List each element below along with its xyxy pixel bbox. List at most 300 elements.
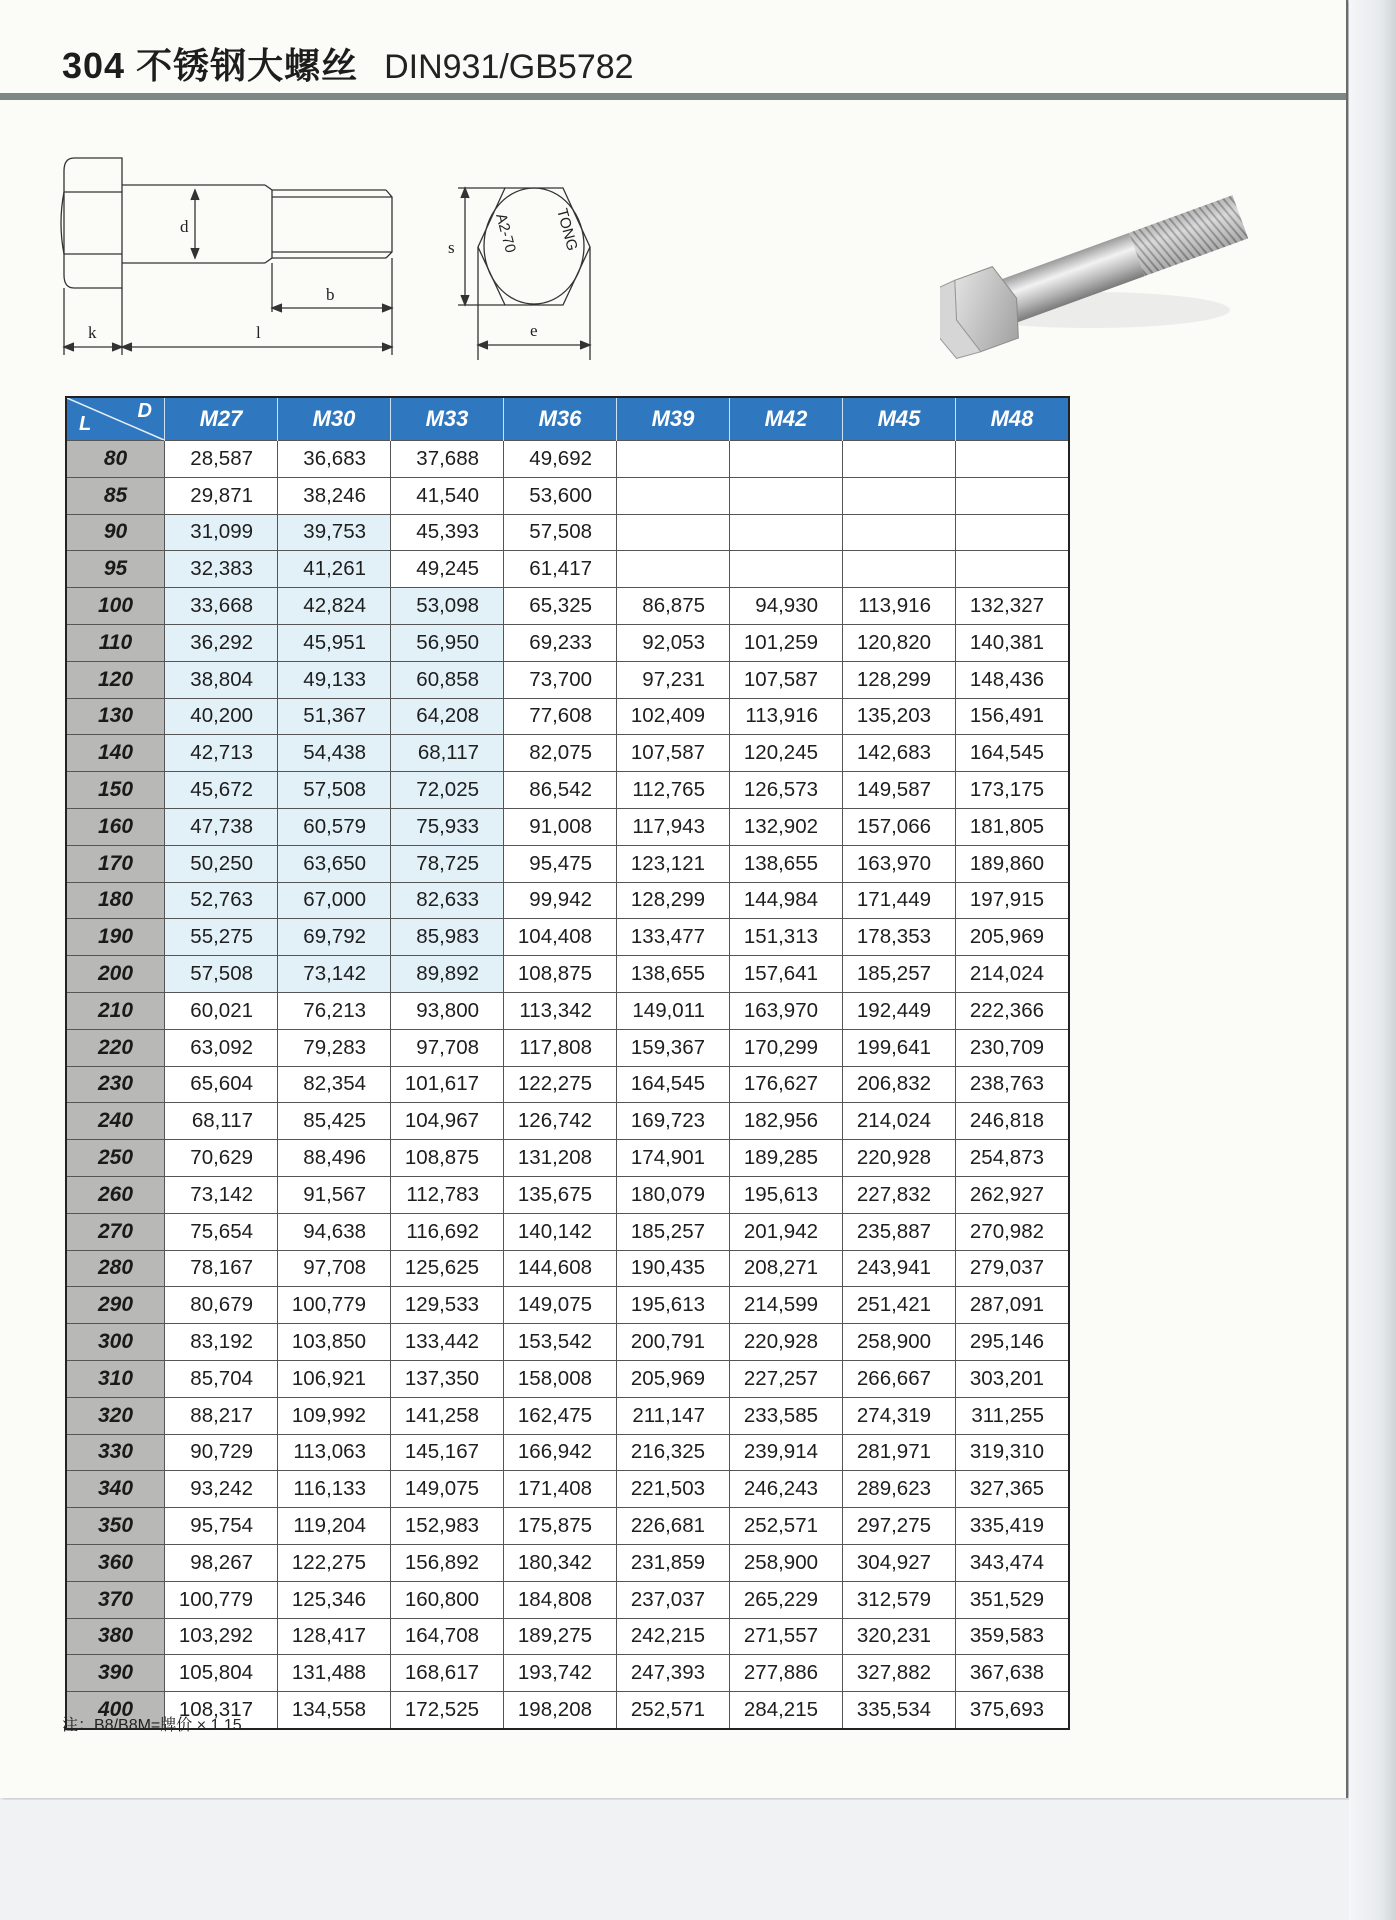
price-cell: 226,681 bbox=[617, 1508, 730, 1545]
price-cell: 221,503 bbox=[617, 1471, 730, 1508]
price-cell bbox=[617, 477, 730, 514]
price-cell: 61,417 bbox=[504, 551, 617, 588]
column-header-m36: M36 bbox=[504, 397, 617, 441]
price-cell: 57,508 bbox=[278, 772, 391, 809]
length-cell: 210 bbox=[66, 992, 165, 1029]
svg-text:l: l bbox=[256, 323, 261, 342]
table-row bbox=[66, 882, 1069, 919]
price-cell: 100,779 bbox=[278, 1287, 391, 1324]
price-cell: 181,805 bbox=[956, 808, 1070, 845]
length-cell: 400 bbox=[66, 1692, 165, 1729]
price-cell: 138,655 bbox=[617, 956, 730, 993]
price-cell: 91,008 bbox=[504, 808, 617, 845]
price-cell: 227,832 bbox=[843, 1176, 956, 1213]
price-cell: 63,650 bbox=[278, 845, 391, 882]
price-cell: 126,573 bbox=[730, 772, 843, 809]
price-cell: 243,941 bbox=[843, 1250, 956, 1287]
price-cell: 185,257 bbox=[843, 956, 956, 993]
price-cell: 133,477 bbox=[617, 919, 730, 956]
length-cell: 390 bbox=[66, 1655, 165, 1692]
price-cell bbox=[730, 477, 843, 514]
price-cell: 271,557 bbox=[730, 1618, 843, 1655]
price-cell: 297,275 bbox=[843, 1508, 956, 1545]
price-cell: 28,587 bbox=[165, 441, 278, 478]
length-cell: 310 bbox=[66, 1360, 165, 1397]
corner-header bbox=[66, 397, 165, 441]
price-cell: 251,421 bbox=[843, 1287, 956, 1324]
price-cell: 254,873 bbox=[956, 1140, 1070, 1177]
price-cell: 101,617 bbox=[391, 1066, 504, 1103]
table-row bbox=[66, 1140, 1069, 1177]
price-cell: 233,585 bbox=[730, 1397, 843, 1434]
price-cell: 109,992 bbox=[278, 1397, 391, 1434]
price-cell: 45,393 bbox=[391, 514, 504, 551]
price-cell: 214,024 bbox=[843, 1103, 956, 1140]
price-cell: 112,765 bbox=[617, 772, 730, 809]
price-cell: 72,025 bbox=[391, 772, 504, 809]
svg-text:k: k bbox=[88, 323, 97, 342]
price-cell: 113,916 bbox=[730, 698, 843, 735]
product-title: 304 不锈钢大螺丝 bbox=[62, 45, 359, 86]
price-table-body bbox=[66, 441, 1069, 1729]
column-header-m45: M45 bbox=[843, 397, 956, 441]
price-cell: 164,708 bbox=[391, 1618, 504, 1655]
length-cell: 95 bbox=[66, 551, 165, 588]
price-cell: 222,366 bbox=[956, 992, 1070, 1029]
price-cell: 77,608 bbox=[504, 698, 617, 735]
length-cell: 200 bbox=[66, 956, 165, 993]
price-cell: 56,950 bbox=[391, 624, 504, 661]
price-cell: 67,000 bbox=[278, 882, 391, 919]
price-cell: 238,763 bbox=[956, 1066, 1070, 1103]
price-cell: 101,259 bbox=[730, 624, 843, 661]
length-cell: 300 bbox=[66, 1324, 165, 1361]
price-cell: 98,267 bbox=[165, 1544, 278, 1581]
length-cell: 190 bbox=[66, 919, 165, 956]
price-cell: 97,231 bbox=[617, 661, 730, 698]
price-cell: 135,203 bbox=[843, 698, 956, 735]
price-cell: 182,956 bbox=[730, 1103, 843, 1140]
price-cell: 50,250 bbox=[165, 845, 278, 882]
price-cell: 49,133 bbox=[278, 661, 391, 698]
price-cell: 252,571 bbox=[730, 1508, 843, 1545]
price-cell: 86,875 bbox=[617, 588, 730, 625]
price-cell: 279,037 bbox=[956, 1250, 1070, 1287]
price-cell: 138,655 bbox=[730, 845, 843, 882]
length-cell: 230 bbox=[66, 1066, 165, 1103]
price-cell: 89,892 bbox=[391, 956, 504, 993]
price-cell: 211,147 bbox=[617, 1397, 730, 1434]
price-cell: 85,425 bbox=[278, 1103, 391, 1140]
table-header-row bbox=[66, 397, 1069, 441]
price-cell: 57,508 bbox=[504, 514, 617, 551]
price-cell: 95,754 bbox=[165, 1508, 278, 1545]
price-cell: 78,725 bbox=[391, 845, 504, 882]
price-cell: 375,693 bbox=[956, 1692, 1070, 1729]
price-cell: 351,529 bbox=[956, 1581, 1070, 1618]
price-cell: 45,672 bbox=[165, 772, 278, 809]
price-cell: 193,742 bbox=[504, 1655, 617, 1692]
table-row bbox=[66, 1324, 1069, 1361]
length-cell: 240 bbox=[66, 1103, 165, 1140]
table-row bbox=[66, 551, 1069, 588]
table-row bbox=[66, 919, 1069, 956]
length-cell: 350 bbox=[66, 1508, 165, 1545]
price-cell: 320,231 bbox=[843, 1618, 956, 1655]
price-cell: 53,600 bbox=[504, 477, 617, 514]
price-cell: 367,638 bbox=[956, 1655, 1070, 1692]
table-row bbox=[66, 735, 1069, 772]
price-cell: 88,217 bbox=[165, 1397, 278, 1434]
price-cell: 195,613 bbox=[730, 1176, 843, 1213]
price-cell: 319,310 bbox=[956, 1434, 1070, 1471]
price-cell: 112,783 bbox=[391, 1176, 504, 1213]
price-cell: 95,475 bbox=[504, 845, 617, 882]
price-cell: 142,683 bbox=[843, 735, 956, 772]
price-cell: 94,638 bbox=[278, 1213, 391, 1250]
length-cell: 320 bbox=[66, 1397, 165, 1434]
price-cell: 99,942 bbox=[504, 882, 617, 919]
price-cell: 100,779 bbox=[165, 1581, 278, 1618]
price-cell: 128,299 bbox=[617, 882, 730, 919]
brand-marking: TONG bbox=[553, 206, 581, 253]
length-cell: 180 bbox=[66, 882, 165, 919]
price-cell: 168,617 bbox=[391, 1655, 504, 1692]
length-cell: 370 bbox=[66, 1581, 165, 1618]
price-cell: 199,641 bbox=[843, 1029, 956, 1066]
price-cell: 189,285 bbox=[730, 1140, 843, 1177]
table-row bbox=[66, 1176, 1069, 1213]
length-cell: 90 bbox=[66, 514, 165, 551]
column-header-m48: M48 bbox=[956, 397, 1070, 441]
price-cell: 284,215 bbox=[730, 1692, 843, 1729]
price-cell bbox=[730, 514, 843, 551]
price-cell: 65,325 bbox=[504, 588, 617, 625]
price-cell: 149,587 bbox=[843, 772, 956, 809]
price-cell: 65,604 bbox=[165, 1066, 278, 1103]
price-cell: 214,599 bbox=[730, 1287, 843, 1324]
table-row bbox=[66, 1360, 1069, 1397]
price-cell: 176,627 bbox=[730, 1066, 843, 1103]
price-cell: 258,900 bbox=[730, 1544, 843, 1581]
price-cell: 105,804 bbox=[165, 1655, 278, 1692]
price-cell: 197,915 bbox=[956, 882, 1070, 919]
price-cell bbox=[956, 551, 1070, 588]
price-cell: 149,075 bbox=[391, 1471, 504, 1508]
length-cell: 330 bbox=[66, 1434, 165, 1471]
price-cell: 125,625 bbox=[391, 1250, 504, 1287]
price-cell: 205,969 bbox=[956, 919, 1070, 956]
table-row bbox=[66, 992, 1069, 1029]
price-cell: 73,700 bbox=[504, 661, 617, 698]
price-cell: 104,408 bbox=[504, 919, 617, 956]
price-cell: 117,808 bbox=[504, 1029, 617, 1066]
price-cell bbox=[843, 441, 956, 478]
price-cell: 90,729 bbox=[165, 1434, 278, 1471]
price-cell: 54,438 bbox=[278, 735, 391, 772]
price-cell: 231,859 bbox=[617, 1544, 730, 1581]
price-cell: 107,587 bbox=[617, 735, 730, 772]
length-cell: 290 bbox=[66, 1287, 165, 1324]
price-cell: 192,449 bbox=[843, 992, 956, 1029]
price-cell: 113,063 bbox=[278, 1434, 391, 1471]
price-cell: 265,229 bbox=[730, 1581, 843, 1618]
price-cell: 170,299 bbox=[730, 1029, 843, 1066]
bolt-product-photo bbox=[940, 160, 1260, 360]
price-cell: 120,820 bbox=[843, 624, 956, 661]
price-cell: 198,208 bbox=[504, 1692, 617, 1729]
price-cell: 53,098 bbox=[391, 588, 504, 625]
price-cell: 312,579 bbox=[843, 1581, 956, 1618]
table-row bbox=[66, 1471, 1069, 1508]
price-cell: 78,167 bbox=[165, 1250, 278, 1287]
length-cell: 250 bbox=[66, 1140, 165, 1177]
table-row bbox=[66, 1066, 1069, 1103]
price-cell: 303,201 bbox=[956, 1360, 1070, 1397]
price-cell: 103,850 bbox=[278, 1324, 391, 1361]
price-cell: 180,342 bbox=[504, 1544, 617, 1581]
price-cell: 258,900 bbox=[843, 1324, 956, 1361]
price-cell: 86,542 bbox=[504, 772, 617, 809]
price-cell: 252,571 bbox=[617, 1692, 730, 1729]
table-row bbox=[66, 1287, 1069, 1324]
price-cell: 60,579 bbox=[278, 808, 391, 845]
price-cell: 49,692 bbox=[504, 441, 617, 478]
table-row bbox=[66, 1581, 1069, 1618]
price-cell: 149,075 bbox=[504, 1287, 617, 1324]
table-row bbox=[66, 808, 1069, 845]
price-cell: 169,723 bbox=[617, 1103, 730, 1140]
price-cell: 82,633 bbox=[391, 882, 504, 919]
price-cell: 125,346 bbox=[278, 1581, 391, 1618]
price-cell: 281,971 bbox=[843, 1434, 956, 1471]
table-row bbox=[66, 477, 1069, 514]
price-cell: 106,921 bbox=[278, 1360, 391, 1397]
price-cell: 185,257 bbox=[617, 1213, 730, 1250]
price-cell: 37,688 bbox=[391, 441, 504, 478]
standard-code: DIN931/GB5782 bbox=[384, 48, 634, 86]
length-cell: 140 bbox=[66, 735, 165, 772]
table-row bbox=[66, 1655, 1069, 1692]
price-cell: 247,393 bbox=[617, 1655, 730, 1692]
price-cell: 55,275 bbox=[165, 919, 278, 956]
price-cell: 140,381 bbox=[956, 624, 1070, 661]
table-row bbox=[66, 1618, 1069, 1655]
length-axis-label: L bbox=[79, 413, 92, 435]
price-cell: 163,970 bbox=[730, 992, 843, 1029]
price-cell: 184,808 bbox=[504, 1581, 617, 1618]
price-cell: 132,327 bbox=[956, 588, 1070, 625]
grade-marking: A2-70 bbox=[492, 211, 519, 255]
price-cell: 173,175 bbox=[956, 772, 1070, 809]
price-cell: 289,623 bbox=[843, 1471, 956, 1508]
price-cell: 94,930 bbox=[730, 588, 843, 625]
price-cell: 93,242 bbox=[165, 1471, 278, 1508]
price-cell: 220,928 bbox=[730, 1324, 843, 1361]
price-cell: 190,435 bbox=[617, 1250, 730, 1287]
price-cell: 76,213 bbox=[278, 992, 391, 1029]
price-cell: 103,292 bbox=[165, 1618, 278, 1655]
price-cell: 178,353 bbox=[843, 919, 956, 956]
price-cell: 266,667 bbox=[843, 1360, 956, 1397]
price-cell: 166,942 bbox=[504, 1434, 617, 1471]
price-cell bbox=[730, 551, 843, 588]
price-cell: 343,474 bbox=[956, 1544, 1070, 1581]
price-cell: 140,142 bbox=[504, 1213, 617, 1250]
table-row bbox=[66, 845, 1069, 882]
price-cell: 82,075 bbox=[504, 735, 617, 772]
price-cell bbox=[617, 441, 730, 478]
price-cell: 36,683 bbox=[278, 441, 391, 478]
price-cell: 149,011 bbox=[617, 992, 730, 1029]
price-cell: 156,491 bbox=[956, 698, 1070, 735]
price-cell: 262,927 bbox=[956, 1176, 1070, 1213]
price-cell: 129,533 bbox=[391, 1287, 504, 1324]
footnote: 注：B8/B8M=牌价 × 1.15 bbox=[62, 1717, 242, 1734]
price-cell: 119,204 bbox=[278, 1508, 391, 1545]
price-cell: 144,608 bbox=[504, 1250, 617, 1287]
price-cell: 227,257 bbox=[730, 1360, 843, 1397]
price-cell: 116,133 bbox=[278, 1471, 391, 1508]
price-cell: 75,933 bbox=[391, 808, 504, 845]
price-cell: 88,496 bbox=[278, 1140, 391, 1177]
price-cell: 239,914 bbox=[730, 1434, 843, 1471]
column-header-m42: M42 bbox=[730, 397, 843, 441]
price-cell: 230,709 bbox=[956, 1029, 1070, 1066]
price-cell: 107,587 bbox=[730, 661, 843, 698]
price-cell: 148,436 bbox=[956, 661, 1070, 698]
price-cell: 41,540 bbox=[391, 477, 504, 514]
price-cell: 172,525 bbox=[391, 1692, 504, 1729]
price-cell: 120,245 bbox=[730, 735, 843, 772]
price-cell: 304,927 bbox=[843, 1544, 956, 1581]
book-spine-edge bbox=[1349, 0, 1396, 1920]
length-cell: 80 bbox=[66, 441, 165, 478]
price-cell: 82,354 bbox=[278, 1066, 391, 1103]
price-cell: 274,319 bbox=[843, 1397, 956, 1434]
length-cell: 160 bbox=[66, 808, 165, 845]
price-cell bbox=[843, 514, 956, 551]
price-cell: 246,818 bbox=[956, 1103, 1070, 1140]
price-cell: 151,313 bbox=[730, 919, 843, 956]
price-cell: 38,804 bbox=[165, 661, 278, 698]
price-cell: 133,442 bbox=[391, 1324, 504, 1361]
price-cell: 195,613 bbox=[617, 1287, 730, 1324]
price-cell: 134,558 bbox=[278, 1692, 391, 1729]
price-cell: 29,871 bbox=[165, 477, 278, 514]
price-cell: 200,791 bbox=[617, 1324, 730, 1361]
price-cell: 92,053 bbox=[617, 624, 730, 661]
bolt-side-view bbox=[61, 158, 392, 355]
length-cell: 360 bbox=[66, 1544, 165, 1581]
table-row bbox=[66, 1250, 1069, 1287]
price-cell: 128,299 bbox=[843, 661, 956, 698]
price-cell bbox=[730, 441, 843, 478]
price-cell: 163,970 bbox=[843, 845, 956, 882]
price-cell: 157,641 bbox=[730, 956, 843, 993]
table-row bbox=[66, 588, 1069, 625]
table-row bbox=[66, 624, 1069, 661]
length-cell: 280 bbox=[66, 1250, 165, 1287]
price-cell: 171,449 bbox=[843, 882, 956, 919]
column-header-m27: M27 bbox=[165, 397, 278, 441]
price-cell: 51,367 bbox=[278, 698, 391, 735]
price-cell: 270,982 bbox=[956, 1213, 1070, 1250]
price-cell: 80,679 bbox=[165, 1287, 278, 1324]
price-cell: 174,901 bbox=[617, 1140, 730, 1177]
price-cell: 85,704 bbox=[165, 1360, 278, 1397]
price-cell: 69,792 bbox=[278, 919, 391, 956]
column-header-m39: M39 bbox=[617, 397, 730, 441]
price-cell: 93,800 bbox=[391, 992, 504, 1029]
price-cell: 160,800 bbox=[391, 1581, 504, 1618]
price-cell: 70,629 bbox=[165, 1140, 278, 1177]
price-cell: 42,713 bbox=[165, 735, 278, 772]
price-cell: 57,508 bbox=[165, 956, 278, 993]
table-row bbox=[66, 661, 1069, 698]
price-cell: 40,200 bbox=[165, 698, 278, 735]
price-cell: 164,545 bbox=[617, 1066, 730, 1103]
price-cell: 158,008 bbox=[504, 1360, 617, 1397]
title-divider bbox=[0, 93, 1346, 100]
price-cell bbox=[617, 551, 730, 588]
price-cell: 220,928 bbox=[843, 1140, 956, 1177]
svg-text:e: e bbox=[530, 321, 538, 340]
length-cell: 340 bbox=[66, 1471, 165, 1508]
length-cell: 120 bbox=[66, 661, 165, 698]
price-cell: 144,984 bbox=[730, 882, 843, 919]
price-cell: 214,024 bbox=[956, 956, 1070, 993]
table-row bbox=[66, 1029, 1069, 1066]
price-cell: 49,245 bbox=[391, 551, 504, 588]
price-cell: 175,875 bbox=[504, 1508, 617, 1545]
price-cell: 159,367 bbox=[617, 1029, 730, 1066]
price-cell: 205,969 bbox=[617, 1360, 730, 1397]
price-cell: 126,742 bbox=[504, 1103, 617, 1140]
length-cell: 85 bbox=[66, 477, 165, 514]
table-row bbox=[66, 1434, 1069, 1471]
price-cell: 335,419 bbox=[956, 1508, 1070, 1545]
price-cell: 131,208 bbox=[504, 1140, 617, 1177]
price-cell: 216,325 bbox=[617, 1434, 730, 1471]
price-cell: 32,383 bbox=[165, 551, 278, 588]
length-cell: 170 bbox=[66, 845, 165, 882]
price-cell: 141,258 bbox=[391, 1397, 504, 1434]
length-cell: 110 bbox=[66, 624, 165, 661]
price-cell: 41,261 bbox=[278, 551, 391, 588]
price-cell: 108,875 bbox=[391, 1140, 504, 1177]
price-cell: 104,967 bbox=[391, 1103, 504, 1140]
table-row bbox=[66, 1544, 1069, 1581]
price-cell: 189,860 bbox=[956, 845, 1070, 882]
price-cell: 116,692 bbox=[391, 1213, 504, 1250]
price-cell: 113,342 bbox=[504, 992, 617, 1029]
length-cell: 380 bbox=[66, 1618, 165, 1655]
table-row bbox=[66, 1397, 1069, 1434]
svg-text:b: b bbox=[326, 285, 335, 304]
price-cell: 162,475 bbox=[504, 1397, 617, 1434]
price-cell: 180,079 bbox=[617, 1176, 730, 1213]
price-cell: 45,951 bbox=[278, 624, 391, 661]
price-cell: 208,271 bbox=[730, 1250, 843, 1287]
price-cell bbox=[843, 551, 956, 588]
price-cell: 91,567 bbox=[278, 1176, 391, 1213]
price-cell: 327,882 bbox=[843, 1655, 956, 1692]
page-title bbox=[62, 38, 634, 89]
price-cell: 83,192 bbox=[165, 1324, 278, 1361]
price-cell: 335,534 bbox=[843, 1692, 956, 1729]
bolt-technical-drawing bbox=[60, 140, 700, 360]
